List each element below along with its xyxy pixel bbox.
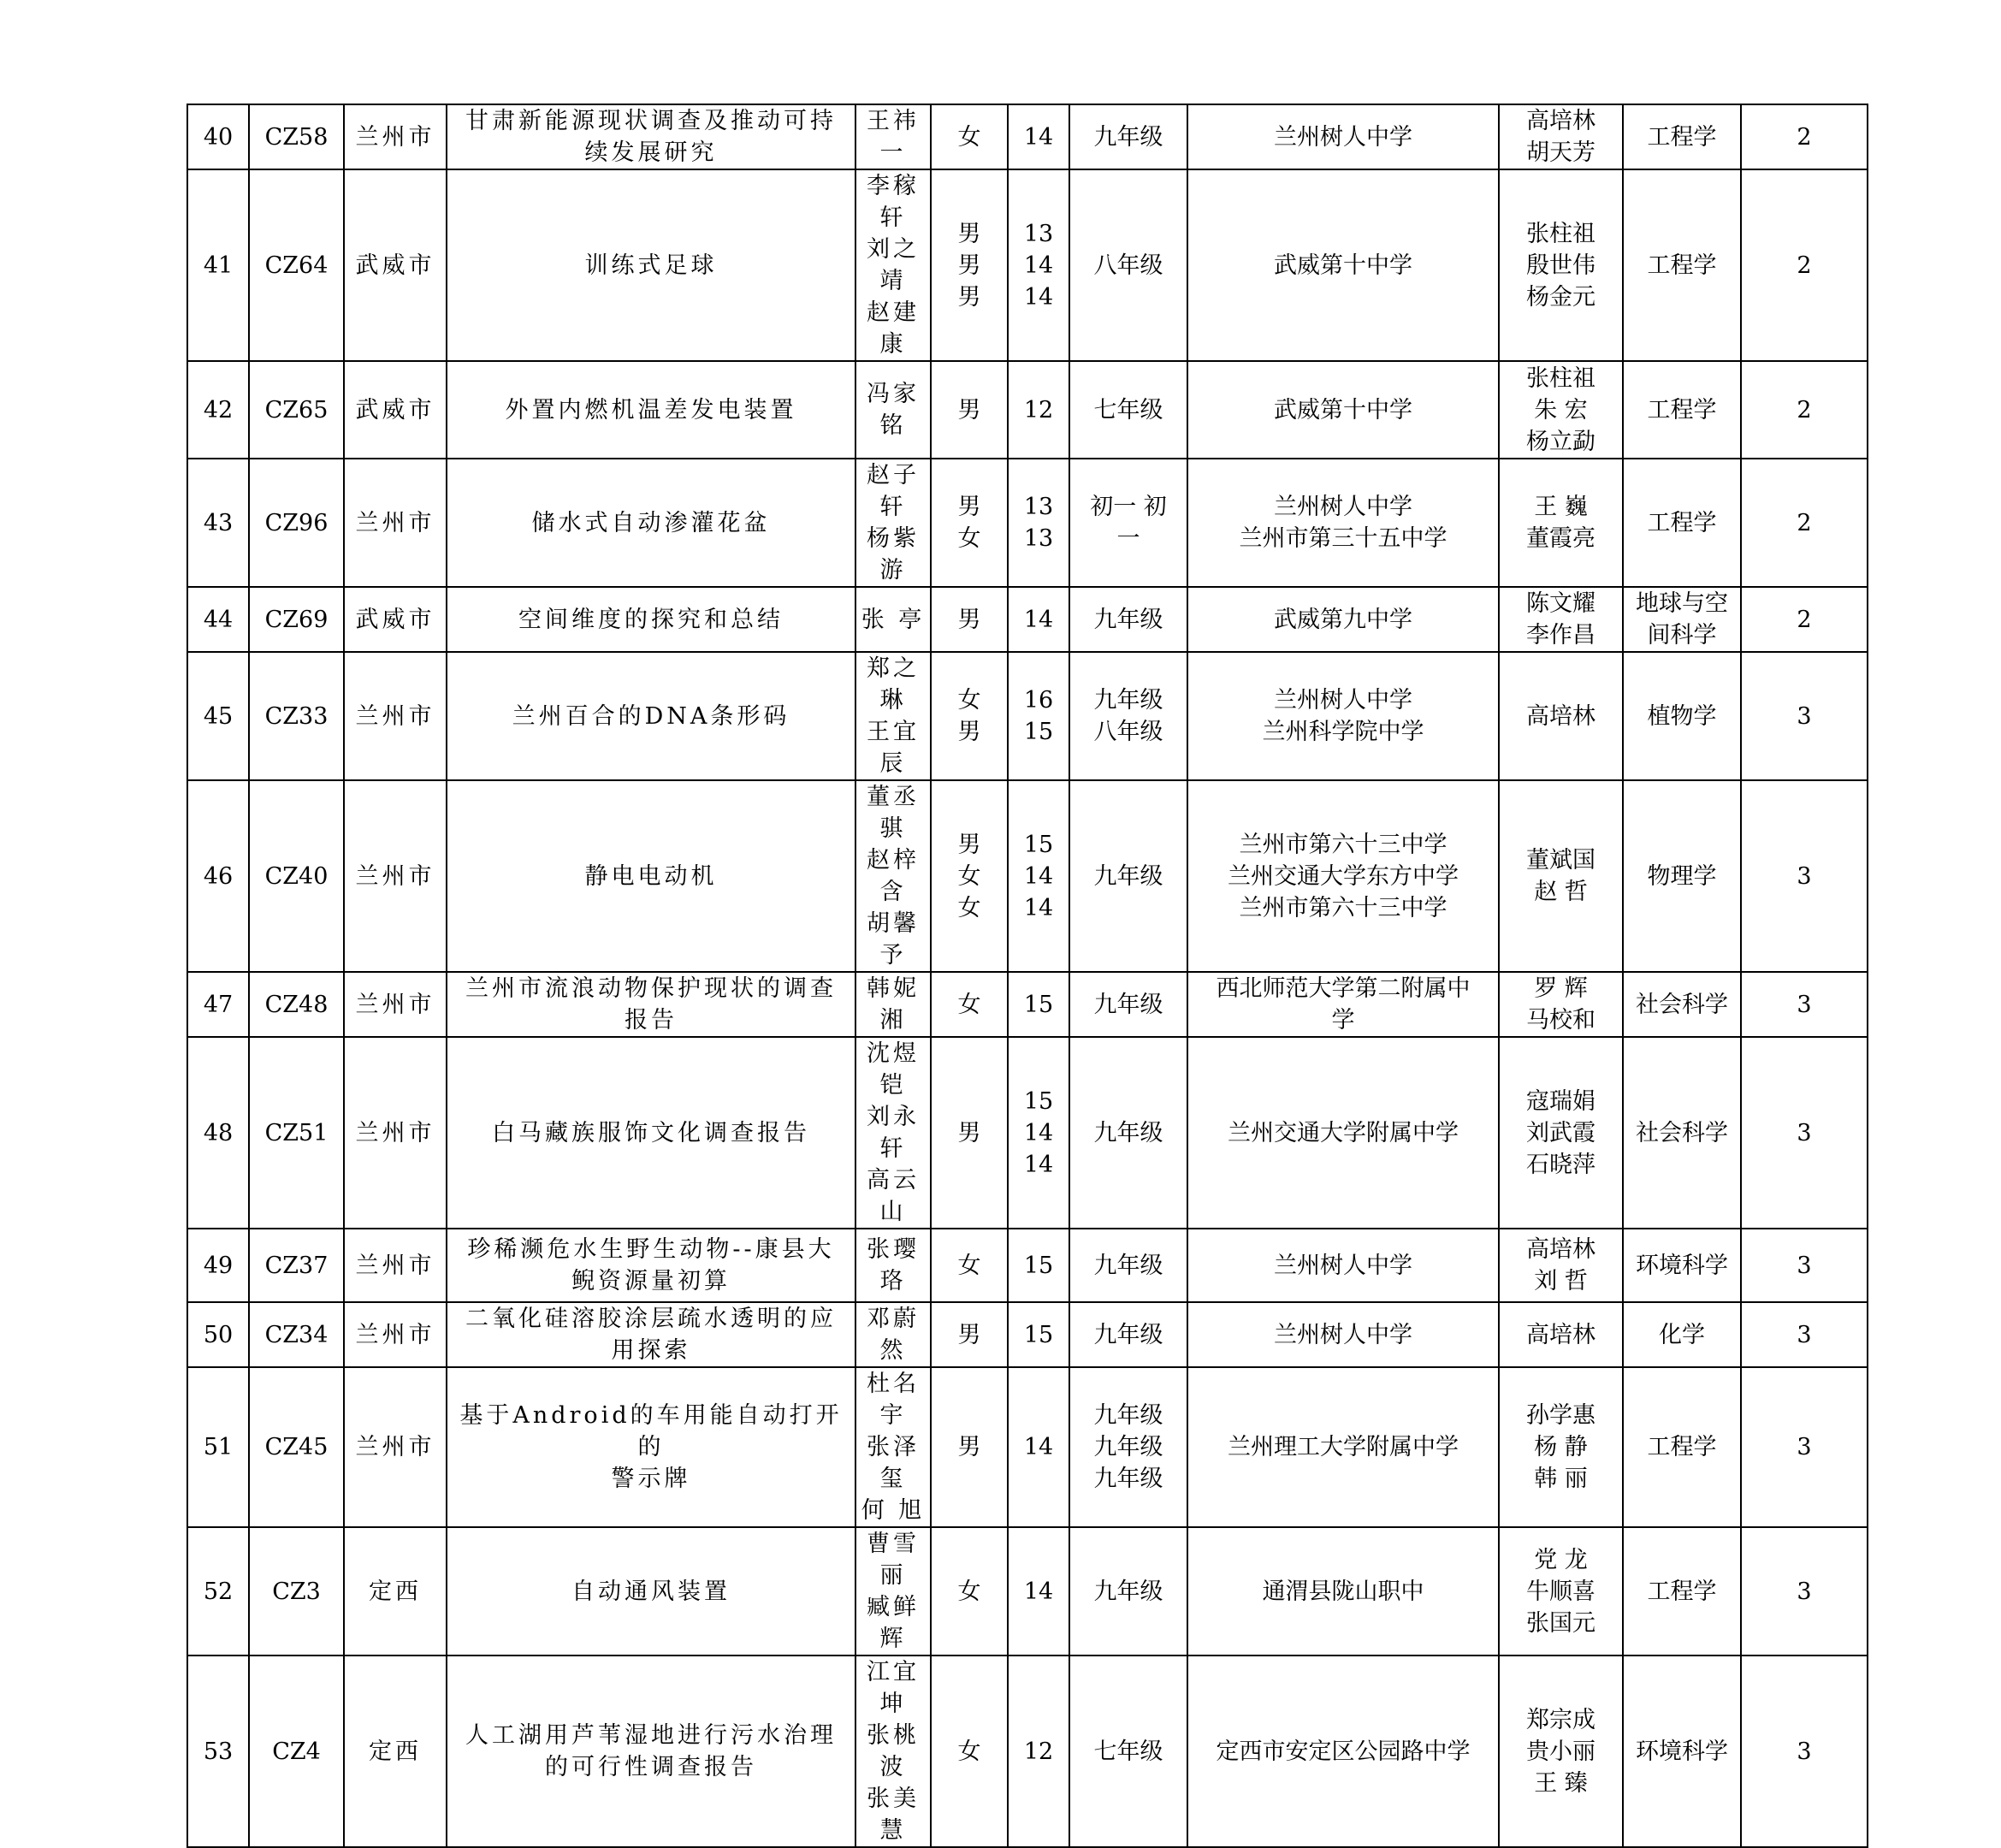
row-number-cell: 40 — [187, 104, 249, 169]
teacher-cell: 高培林 — [1499, 652, 1623, 780]
project-title-cell: 白马藏族服饰文化调查报告 — [447, 1037, 855, 1229]
gender-cell: 男 — [931, 1367, 1008, 1527]
school-cell: 通渭县陇山职中 — [1187, 1527, 1499, 1656]
school-cell: 兰州树人中学 兰州科学院中学 — [1187, 652, 1499, 780]
table-row — [187, 1367, 1868, 1527]
grade-cell: 九年级 — [1069, 587, 1187, 652]
school-cell: 武威第十中学 — [1187, 169, 1499, 361]
subject-cell: 工程学 — [1623, 1367, 1741, 1527]
award-level-cell: 3 — [1741, 1302, 1868, 1367]
project-code-cell: CZ4 — [249, 1656, 344, 1847]
project-title-cell: 基于Android的车用能自动打开的 警示牌 — [447, 1367, 855, 1527]
city-cell: 定西 — [344, 1527, 447, 1656]
table-row — [187, 1527, 1868, 1656]
teacher-cell: 高培林 胡天芳 — [1499, 104, 1623, 169]
project-title-cell: 甘肃新能源现状调查及推动可持 续发展研究 — [447, 104, 855, 169]
table-row — [187, 780, 1868, 972]
gender-cell: 男 — [931, 1302, 1008, 1367]
project-title-cell: 二氧化硅溶胶涂层疏水透明的应 用探索 — [447, 1302, 855, 1367]
age-cell: 14 — [1008, 1527, 1069, 1656]
project-title-cell: 自动通风装置 — [447, 1527, 855, 1656]
award-level-cell: 3 — [1741, 1037, 1868, 1229]
table-row — [187, 169, 1868, 361]
table-row — [187, 972, 1868, 1037]
teacher-cell: 党 龙 牛顺喜 张国元 — [1499, 1527, 1623, 1656]
row-number-cell: 48 — [187, 1037, 249, 1229]
subject-cell: 植物学 — [1623, 652, 1741, 780]
gender-cell: 女 — [931, 104, 1008, 169]
age-cell: 14 — [1008, 1367, 1069, 1527]
row-number-cell: 50 — [187, 1302, 249, 1367]
project-title-cell: 空间维度的探究和总结 — [447, 587, 855, 652]
table-row — [187, 1302, 1868, 1367]
student-names-cell: 冯家铭 — [855, 361, 931, 459]
grade-cell: 初一 初 一 — [1069, 459, 1187, 587]
teacher-cell: 王 巍 董霞亮 — [1499, 459, 1623, 587]
age-cell: 15 14 14 — [1008, 780, 1069, 972]
school-cell: 兰州树人中学 — [1187, 104, 1499, 169]
student-names-cell: 杜名宇 张泽玺 何 旭 — [855, 1367, 931, 1527]
award-level-cell: 2 — [1741, 169, 1868, 361]
teacher-cell: 高培林 刘 哲 — [1499, 1229, 1623, 1302]
city-cell: 兰州市 — [344, 459, 447, 587]
award-level-cell: 2 — [1741, 459, 1868, 587]
gender-cell: 男 男 男 — [931, 169, 1008, 361]
project-title-cell: 珍稀濒危水生野生动物--康县大 鲵资源量初算 — [447, 1229, 855, 1302]
subject-cell: 环境科学 — [1623, 1229, 1741, 1302]
award-level-cell: 3 — [1741, 780, 1868, 972]
student-names-cell: 张 亭 — [855, 587, 931, 652]
school-cell: 定西市安定区公园路中学 — [1187, 1656, 1499, 1847]
teacher-cell: 寇瑞娟 刘武霞 石晓萍 — [1499, 1037, 1623, 1229]
award-level-cell: 2 — [1741, 587, 1868, 652]
project-title-cell: 静电电动机 — [447, 780, 855, 972]
grade-cell: 九年级 — [1069, 1302, 1187, 1367]
project-title-cell: 兰州市流浪动物保护现状的调查 报告 — [447, 972, 855, 1037]
project-code-cell: CZ37 — [249, 1229, 344, 1302]
gender-cell: 男 — [931, 587, 1008, 652]
city-cell: 武威市 — [344, 169, 447, 361]
gender-cell: 男 — [931, 361, 1008, 459]
subject-cell: 环境科学 — [1623, 1656, 1741, 1847]
city-cell: 兰州市 — [344, 652, 447, 780]
age-cell: 15 — [1008, 972, 1069, 1037]
student-names-cell: 李稼轩 刘之靖 赵建康 — [855, 169, 931, 361]
row-number-cell: 44 — [187, 587, 249, 652]
student-names-cell: 郑之琳 王宜辰 — [855, 652, 931, 780]
teacher-cell: 高培林 — [1499, 1302, 1623, 1367]
project-title-cell: 训练式足球 — [447, 169, 855, 361]
school-cell: 兰州理工大学附属中学 — [1187, 1367, 1499, 1527]
age-cell: 14 — [1008, 104, 1069, 169]
student-names-cell: 邓蔚然 — [855, 1302, 931, 1367]
subject-cell: 社会科学 — [1623, 1037, 1741, 1229]
project-title-cell: 人工湖用芦苇湿地进行污水治理 的可行性调查报告 — [447, 1656, 855, 1847]
row-number-cell: 53 — [187, 1656, 249, 1847]
school-cell: 武威第十中学 — [1187, 361, 1499, 459]
grade-cell: 九年级 — [1069, 1527, 1187, 1656]
table-row — [187, 361, 1868, 459]
school-cell: 西北师范大学第二附属中 学 — [1187, 972, 1499, 1037]
project-code-cell: CZ58 — [249, 104, 344, 169]
project-code-cell: CZ65 — [249, 361, 344, 459]
award-level-cell: 3 — [1741, 1229, 1868, 1302]
teacher-cell: 陈文耀 李作昌 — [1499, 587, 1623, 652]
award-table — [186, 104, 1868, 1848]
project-code-cell: CZ33 — [249, 652, 344, 780]
gender-cell: 女 — [931, 972, 1008, 1037]
age-cell: 15 14 14 — [1008, 1037, 1069, 1229]
student-names-cell: 曹雪丽 臧鲜辉 — [855, 1527, 931, 1656]
project-title-cell: 储水式自动渗灌花盆 — [447, 459, 855, 587]
subject-cell: 工程学 — [1623, 459, 1741, 587]
row-number-cell: 45 — [187, 652, 249, 780]
age-cell: 13 14 14 — [1008, 169, 1069, 361]
gender-cell: 女 — [931, 1656, 1008, 1847]
teacher-cell: 郑宗成 贵小丽 王 臻 — [1499, 1656, 1623, 1847]
school-cell: 武威第九中学 — [1187, 587, 1499, 652]
project-code-cell: CZ48 — [249, 972, 344, 1037]
grade-cell: 八年级 — [1069, 169, 1187, 361]
row-number-cell: 46 — [187, 780, 249, 972]
project-code-cell: CZ51 — [249, 1037, 344, 1229]
award-level-cell: 3 — [1741, 1367, 1868, 1527]
award-level-cell: 2 — [1741, 361, 1868, 459]
subject-cell: 地球与空 间科学 — [1623, 587, 1741, 652]
school-cell: 兰州树人中学 — [1187, 1229, 1499, 1302]
age-cell: 12 — [1008, 361, 1069, 459]
age-cell: 15 — [1008, 1302, 1069, 1367]
student-names-cell: 张璎珞 — [855, 1229, 931, 1302]
teacher-cell: 董斌国 赵 哲 — [1499, 780, 1623, 972]
row-number-cell: 43 — [187, 459, 249, 587]
city-cell: 武威市 — [344, 587, 447, 652]
grade-cell: 九年级 八年级 — [1069, 652, 1187, 780]
subject-cell: 社会科学 — [1623, 972, 1741, 1037]
grade-cell: 九年级 — [1069, 972, 1187, 1037]
project-code-cell: CZ96 — [249, 459, 344, 587]
city-cell: 兰州市 — [344, 1037, 447, 1229]
table-row — [187, 652, 1868, 780]
award-level-cell: 3 — [1741, 1527, 1868, 1656]
teacher-cell: 孙学惠 杨 静 韩 丽 — [1499, 1367, 1623, 1527]
subject-cell: 化学 — [1623, 1302, 1741, 1367]
school-cell: 兰州树人中学 兰州市第三十五中学 — [1187, 459, 1499, 587]
city-cell: 武威市 — [344, 361, 447, 459]
subject-cell: 工程学 — [1623, 1527, 1741, 1656]
school-cell: 兰州交通大学附属中学 — [1187, 1037, 1499, 1229]
project-title-cell: 外置内燃机温差发电装置 — [447, 361, 855, 459]
student-names-cell: 赵子轩 杨紫游 — [855, 459, 931, 587]
row-number-cell: 47 — [187, 972, 249, 1037]
age-cell: 12 — [1008, 1656, 1069, 1847]
table-row — [187, 1037, 1868, 1229]
table-body — [187, 104, 1868, 1847]
gender-cell: 男 — [931, 1037, 1008, 1229]
gender-cell: 女 — [931, 1229, 1008, 1302]
project-title-cell: 兰州百合的DNA条形码 — [447, 652, 855, 780]
table-row — [187, 104, 1868, 169]
table-row — [187, 1229, 1868, 1302]
city-cell: 兰州市 — [344, 1302, 447, 1367]
subject-cell: 工程学 — [1623, 361, 1741, 459]
age-cell: 15 — [1008, 1229, 1069, 1302]
project-code-cell: CZ45 — [249, 1367, 344, 1527]
gender-cell: 男 女 — [931, 459, 1008, 587]
row-number-cell: 42 — [187, 361, 249, 459]
subject-cell: 工程学 — [1623, 104, 1741, 169]
project-code-cell: CZ3 — [249, 1527, 344, 1656]
city-cell: 兰州市 — [344, 104, 447, 169]
grade-cell: 九年级 — [1069, 780, 1187, 972]
project-code-cell: CZ40 — [249, 780, 344, 972]
city-cell: 兰州市 — [344, 1367, 447, 1527]
award-level-cell: 2 — [1741, 104, 1868, 169]
subject-cell: 物理学 — [1623, 780, 1741, 972]
subject-cell: 工程学 — [1623, 169, 1741, 361]
grade-cell: 九年级 — [1069, 104, 1187, 169]
project-code-cell: CZ69 — [249, 587, 344, 652]
row-number-cell: 41 — [187, 169, 249, 361]
grade-cell: 九年级 — [1069, 1037, 1187, 1229]
student-names-cell: 董丞骐 赵梓含 胡馨予 — [855, 780, 931, 972]
teacher-cell: 张柱祖 殷世伟 杨金元 — [1499, 169, 1623, 361]
teacher-cell: 张柱祖 朱 宏 杨立勐 — [1499, 361, 1623, 459]
student-names-cell: 韩妮湘 — [855, 972, 931, 1037]
table-row — [187, 587, 1868, 652]
gender-cell: 女 — [931, 1527, 1008, 1656]
table-row — [187, 459, 1868, 587]
city-cell: 兰州市 — [344, 972, 447, 1037]
city-cell: 兰州市 — [344, 780, 447, 972]
grade-cell: 七年级 — [1069, 1656, 1187, 1847]
student-names-cell: 沈煜铠 刘永轩 高云山 — [855, 1037, 931, 1229]
age-cell: 14 — [1008, 587, 1069, 652]
city-cell: 兰州市 — [344, 1229, 447, 1302]
award-level-cell: 3 — [1741, 652, 1868, 780]
gender-cell: 女 男 — [931, 652, 1008, 780]
row-number-cell: 52 — [187, 1527, 249, 1656]
award-level-cell: 3 — [1741, 972, 1868, 1037]
school-cell: 兰州市第六十三中学 兰州交通大学东方中学 兰州市第六十三中学 — [1187, 780, 1499, 972]
age-cell: 16 15 — [1008, 652, 1069, 780]
teacher-cell: 罗 辉 马校和 — [1499, 972, 1623, 1037]
school-cell: 兰州树人中学 — [1187, 1302, 1499, 1367]
table-row — [187, 1656, 1868, 1847]
grade-cell: 七年级 — [1069, 361, 1187, 459]
age-cell: 13 13 — [1008, 459, 1069, 587]
grade-cell: 九年级 — [1069, 1229, 1187, 1302]
row-number-cell: 51 — [187, 1367, 249, 1527]
gender-cell: 男 女 女 — [931, 780, 1008, 972]
project-code-cell: CZ64 — [249, 169, 344, 361]
student-names-cell: 江宜坤 张桃波 张美慧 — [855, 1656, 931, 1847]
city-cell: 定西 — [344, 1656, 447, 1847]
grade-cell: 九年级 九年级 九年级 — [1069, 1367, 1187, 1527]
row-number-cell: 49 — [187, 1229, 249, 1302]
student-names-cell: 王祎一 — [855, 104, 931, 169]
project-code-cell: CZ34 — [249, 1302, 344, 1367]
award-level-cell: 3 — [1741, 1656, 1868, 1847]
